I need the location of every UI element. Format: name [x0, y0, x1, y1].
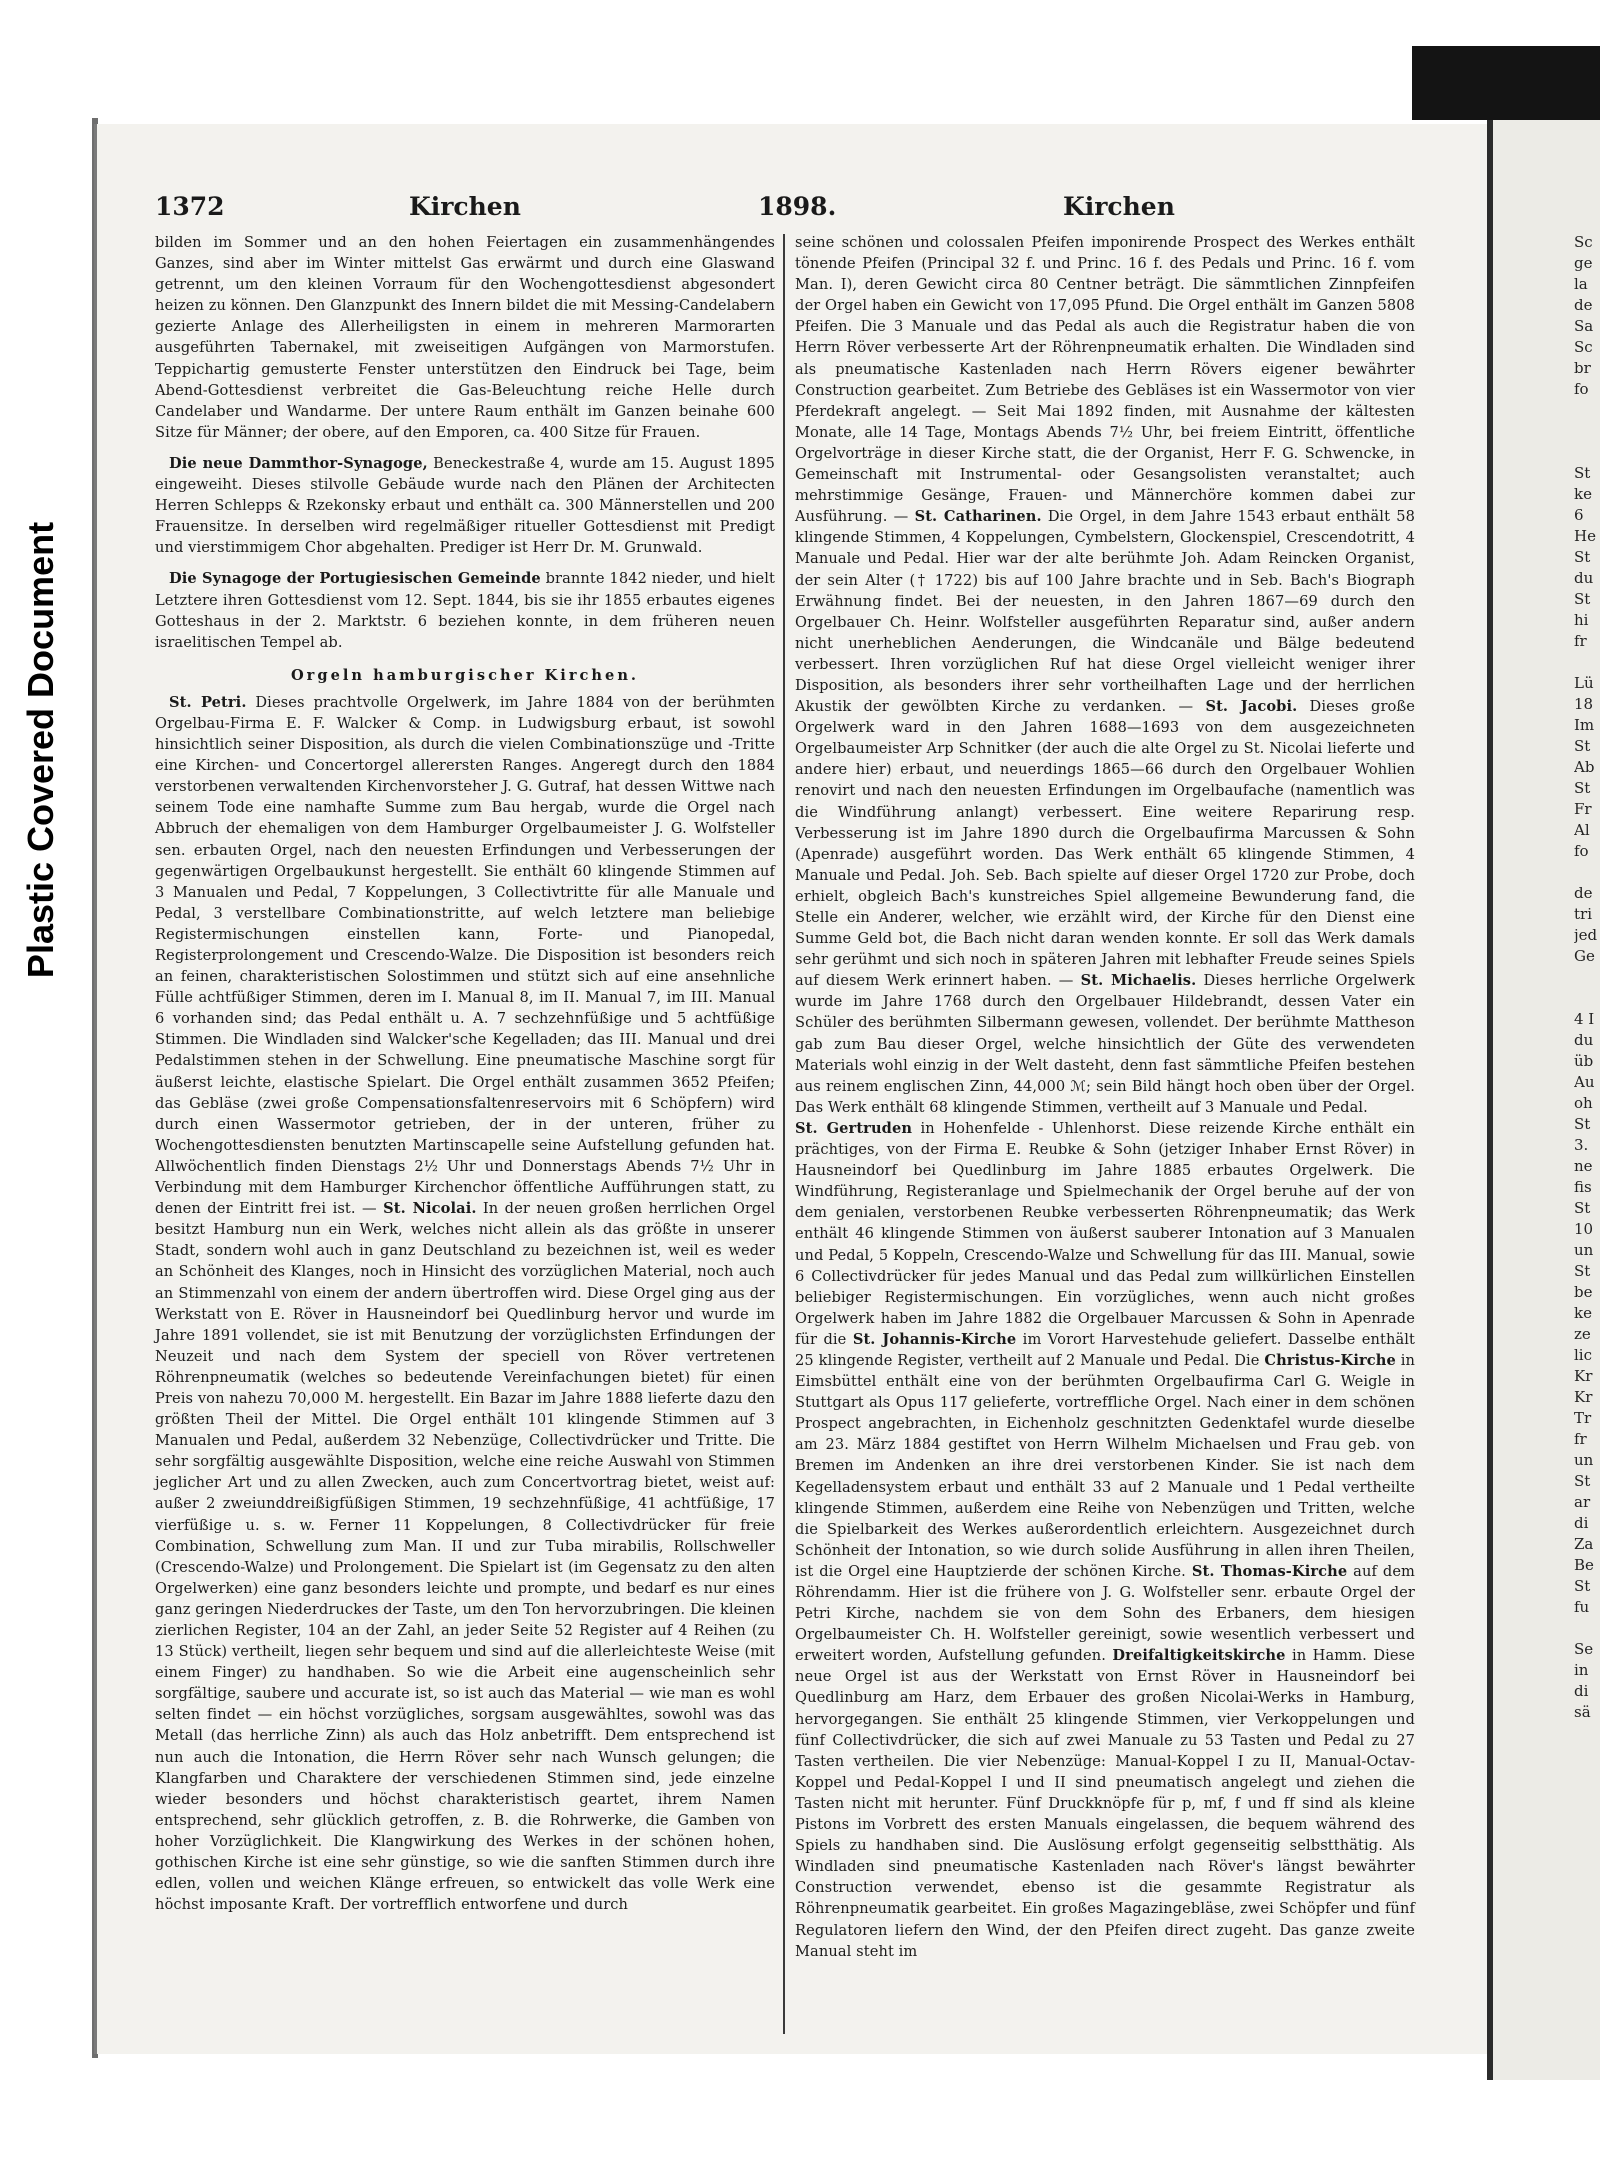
margin-fragment: br [1574, 359, 1591, 377]
margin-fragment: fo [1574, 380, 1589, 398]
entry-text: Die Orgel, in dem Jahre 1543 erbaut enthält 58 klingende Stimmen, 4 Koppelungen, Cymbelstern, Glockenspiel, Crescendotritt, 4 Manuale und Pedal. Hier war der alte berühmte Joh. Adam Reincken Organist, der sein Alter († 1722) bis auf 100 Jahre brachte und in Seb. Bach's Biograph Erwähnung findet. Bei der neuesten, in den Jahren 1867—69 durch den Orgelbauer Ch. Heinr. Wolfsteller ausgeführten Reparatur sind, außer andern nicht unerheblichen Aenderungen, die Windcanäle und Bälge bedeutend verbessert. Ihren vorzüglichen Ruf hat diese Orgel vielleicht weniger ihrer Disposition, als besonders ihrer sehr vortheilhaften Lage und der herrlichen Akustik der gewölbten Kirche zu verdanken. — [795, 508, 1416, 716]
column-divider [783, 234, 785, 2034]
entry-text: Dieses prachtvolle Orgelwerk, im Jahre 1884 von der berühmten Orgelbau-Firma E. F. Walcker & Comp. in Ludwigsburg erbaut, ist sowohl hinsichtlich seiner Disposition, als durch die vielen Combinationszüge und -Tritte eine Kirchen- und Concertorgel allerersten Ranges. Angeregt durch den 1884 verstorbenen verwaltenden Kirchenvorsteher J. G. Gutraf, hat dessen Wittwe nach seinem Tode eine namhafte Summe zum Bau hergab, wurde die Orgel nach Abbruch der ehemaligen von dem Hamburger Orgelbaumeister J. G. Wolfsteller sen. erbauten Orgel, nach den neuesten Erfindungen und Verbesserungen der gegenwärtigen Orgelbaukunst hergestellt. Sie enthält 60 klingende Stimmen auf 3 Manualen und Pedal, 7 Koppelungen, 3 Collectivtritte für alle Manuale und Pedal, 3 verstellbare Combinationstritte, auf welch letztere man beliebige Registermischungen einstellen kann, Forte- und Pianopedal, Registerprolongement und Crescendo-Walze. Die Disposition ist besonders reich an feinen, charakteristischen Solostimmen und stützt sich auf eine ansehnliche Fülle achtfüßiger Stimmen, deren im I. Manual 8, im II. Manual 7, im III. Manual 6 vorhanden sind; das Pedal enthält u. A. 7 sechzehnfüßige und 5 achtfüßige Stimmen. Die Windladen sind Walcker'sche Kegelladen; das III. Manual und drei Pedalstimmen stehen in der Schwellung. Eine pneumatische Maschine sorgt für äußerst leichte, elastische Spielart. Die Orgel enthält zusammen 3652 Pfeifen; das Gebläse (zwei große Compensationsfaltenreservoirs mit 6 Schöpfern) wird durch einen Wassermotor getrieben, der in der unteren, früher zu Wochengottesdiensten benutzten Martinscapelle seine Aufstellung gefunden hat. Allwöchentlich finden Dienstags 2½ Uhr und Donnerstags Abends 7½ Uhr in Verbindung mit dem Hamburger Kirchenchor öffentliche Aufführungen statt, zu denen der Eintritt frei ist. — [155, 693, 775, 1218]
margin-fragment: ge [1574, 254, 1593, 272]
entry-heading: St. Jacobi. [1205, 698, 1298, 716]
margin-fragment: Al [1574, 821, 1590, 839]
margin-fragment: di [1574, 1682, 1589, 1700]
header-right-title: Kirchen [1063, 192, 1175, 221]
entry-text: seine schönen und colossalen Pfeifen imponirende Prospect des Werkes enthält tönende Pfeifen (Principal 32 f. und Princ. 16 f. des Pedals und Princ. 16 f. vom Man. I), deren Gewicht circa 80 Centner beträgt. Die sämmtlichen Zinnpfeifen der Orgel haben ein Gewicht von 17,095 Pfund. Die Orgel enthält im Ganzen 5808 Pfeifen. Die 3 Manuale und das Pedal als auch die Registratur haben die von Herrn Röver verbesserte Art der Röhrenpneumatik erhalten. Die Windladen sind als pneumatische Kastenladen nach Herrn Rövers eigener bewährter Construction gearbeitet. Zum Betriebe des Gebläses ist ein Wassermotor von vier Pferdekraft angelegt. — Seit Mai 1892 finden, mit Ausnahme der kältesten Monate, alle 14 Tage, Montags Abends 7½ Uhr, bei freiem Eintritt, öffentliche Orgelvorträge in dieser Kirche statt, die der Organist, Herr F. G. Schwencke, in Gemeinschaft mit Instrumental- oder Gesangsolisten veranstaltet; auch mehrstimmige Gesänge, Frauen- und Männerchöre kommen dabei zur Ausführung. — [795, 234, 1415, 526]
entry-heading: Dreifaltigkeitskirche [1112, 1647, 1286, 1665]
section-heading: Orgeln hamburgischer Kirchen. [290, 666, 640, 684]
margin-fragment: du [1574, 1031, 1594, 1049]
running-header [155, 192, 1415, 232]
margin-fragment [1574, 652, 1600, 673]
margin-fragment: sä [1574, 1703, 1591, 1721]
margin-fragment: Be [1574, 1556, 1594, 1574]
entry-heading: St. Catharinen. [914, 508, 1042, 526]
entry-text: In der neuen großen herrlichen Orgel besitzt Hamburg nun ein Werk, welches nicht allein als das größte in unserer Stadt, sondern wohl auch in ganz Deutschland zu bezeichnen ist, weil es weder an Schönheit des Klanges, noch in Hinsicht des vorzüglichen Material, noch auch an Stimmenzahl von einem der andern übertroffen wird. Diese Orgel ging aus der Werkstatt von E. Röver in Hausneindorf bei Quedlinburg hervor und wurde im Jahre 1891 vollendet, sie ist mit Benutzung der vorzüglichsten Erfindungen der Neuzeit und nach dem System der speciell von Röver vertretenen Röhrenpneumatik (welches so bedeutende Vereinfachungen bietet) für einen Preis von nahezu 70,000 M. hergestellt. Ein Bazar im Jahre 1888 lieferte dazu den größten Theil der Mittel. Die Orgel enthält 101 klingende Stimmen auf 3 Manualen und Pedal, außerdem 32 Nebenzüge, Collectivdrücker und Tritte. Die sehr sorgfältig ausgewählte Disposition, welche eine reiche Auswahl von Stimmen jeglicher Art und zu allen Zwecken, auch zum Concertvortrag bietet, weist auf: außer 2 zweiunddreißigfüßigen Stimmen, 19 sechzehnfüßige, 41 achtfüßige, 17 vierfüßige u. s. w. Ferner 11 Koppelungen, 8 Collectivdrücker für freie Combination, Schwellung zum Man. II und zur Tuba mirabilis, Rollschweller (Crescendo-Walze) und Prolongement. Die Spielart ist (im Gegensatz zu den alten Orgelwerken) eine ganz besonders leichte und prompte, und bedarf es nur eines ganz geringen Niederdruckes der Taste, um den Ton hervorzubringen. Die kleinen zierlichen Register, 104 an der Zahl, an jeder Seite 52 Register auf 4 Reihen (zu 13 Stück) vertheilt, liegen sehr bequem und sind auf die allerleichteste Weise (mit einem Finger) zu handhaben. So wie die Arbeit eine augenscheinlich sehr sorgfältige, saubere und accurate ist, so ist auch das Material — wie man es wohl selten findet — ein höchst vorzügliches, sorgsam ausgewähltes, sowohl was das Metall (das herrliche Zinn) als auch das Holz anbetrifft. Dem entsprechend ist nun auch die Intonation, die Herrn Röver sehr nach Wunsch gelungen; die Klangfarben und Charaktere der verschiedenen Stimmen sind, jede einzelne wieder besonders und höchst charakteristisch geartet, ihrem Namen entsprechend, sehr glücklich getroffen, z. B. die Rohrwerke, die Gamben von hoher Vorzüglichkeit. Die Klangwirkung des Werkes in der schönen hohen, gothischen Kirche ist eine sehr günstige, so wie die sanften Stimmen durch ihre edlen, vollen und weichen Klänge erfreuen, so entwickelt das volle Werk eine höchst imposante Kraft. Der vortrefflich entworfene und durch [155, 1200, 775, 1914]
margin-fragment: Kr [1574, 1388, 1593, 1406]
paragraph: bilden im Sommer und an den hohen Feiertagen ein zusammenhängendes Ganzes, sind aber im Winter mittelst Gas erwärmt und durch eine Glaswand getrennt, um den kleinen Vorraum für den Wochengottesdienst abgesondert heizen zu können. Den Glanzpunkt des Innern bildet die mit Messing-Candelabern gezierte Anlage des Allerheiligsten in einem in mehreren Marmorarten ausgeführten Tabernakel, mit zweiseitigen Aufgängen von Marmorstufen. Teppichartig gemusterte Fenster unterstützen den Eindruck bei Tage, beim Abend-Gottesdienst verbreitet die Gas-Beleuchtung reiche Helle durch Candelaber und Wandarme. Der untere Raum enthält im Ganzen beinahe 600 Sitze für Männer; der obere, auf den Emporen, ca. 400 Sitze für Frauen. [155, 234, 775, 441]
scan-border-dark [1412, 46, 1600, 120]
entry-text: in Eimsbüttel enthält eine von der berühmten Orgelbaufirma Carl G. Weigle in Stuttgart als Opus 117 gelieferte, vortreffliche Orgel. Nach einer in dem schönen Prospect angebrachten, in Eichenholz geschnitzten Gedenktafel wurde dieselbe am 23. März 1884 gestiftet von Herrn Wilhelm Michaelsen und Frau geb. von Bremen im Andenken an ihre drei verstorbenen Kinder. Sie ist nach dem Kegelladensystem erbaut und enthält 33 auf 2 Manuale und 1 Pedal vertheilte klingende Stimmen, außerdem eine Reihe von Nebenzügen und Tritten, welche die Spielbarkeit des Werkes außerordentlich erleichtern. Ausgezeichnet durch Schönheit der Intonation, so wie durch solide Ausführung in allen ihren Theilen, ist die Orgel eine Hauptzierde der schönen Kirche. [795, 1351, 1415, 1580]
margin-fragment: Fr [1574, 800, 1592, 818]
margin-fragment: lic [1574, 1346, 1592, 1364]
header-year: 1898. [758, 192, 837, 221]
margin-fragment [1574, 862, 1600, 883]
margin-fragment: Za [1574, 1535, 1594, 1553]
entry-heading: Die Synagoge der Portugiesischen Gemeinde [169, 570, 541, 588]
margin-fragment: 18 [1574, 695, 1594, 713]
entry-heading: St. Johannis-Kirche [852, 1330, 1017, 1348]
margin-fragment: ze [1574, 1325, 1591, 1343]
margin-fragment: 3. [1574, 1136, 1589, 1154]
margin-fragment: St [1574, 1115, 1591, 1133]
margin-fragment: Ge [1574, 947, 1595, 965]
margin-fragment: üb [1574, 1052, 1594, 1070]
margin-fragment: Im [1574, 716, 1595, 734]
right-column [795, 232, 1415, 1962]
margin-fragment: be [1574, 1283, 1593, 1301]
margin-fragment: oh [1574, 1094, 1593, 1112]
plastic-covered-stamp [6, 470, 76, 1030]
margin-fragment: Ab [1574, 758, 1595, 776]
margin-fragment: de [1574, 884, 1593, 902]
margin-fragment: hi [1574, 611, 1589, 629]
margin-fragment: fr [1574, 632, 1587, 650]
margin-fragment: Tr [1574, 1409, 1592, 1427]
margin-fragment: Se [1574, 1640, 1594, 1658]
margin-fragment: tri [1574, 905, 1592, 923]
margin-fragment: St [1574, 1577, 1591, 1595]
entry-heading: Die neue Dammthor-Synagoge, [169, 454, 428, 472]
margin-fragment: Sc [1574, 338, 1593, 356]
margin-fragment [1574, 988, 1600, 1009]
entry-text: brannte 1842 nieder, und hielt Letztere ihren Gottesdienst vom 12. Sept. 1844, bis sie ihr 1855 erbautes eigenes Gotteshaus in der 2. Marktstr. 6 beziehen konnte, in dem früheren neuen israelitischen Tempel ab. [155, 570, 775, 651]
margin-fragment: jed [1574, 926, 1598, 944]
margin-fragment: la [1574, 275, 1588, 293]
entry-heading: St. Nicolai. [383, 1200, 477, 1218]
margin-fragment: un [1574, 1451, 1594, 1469]
margin-fragment: Sc [1574, 233, 1593, 251]
margin-fragment: du [1574, 569, 1594, 587]
margin-fragment: St [1574, 464, 1591, 482]
entry-heading: St. Petri. [169, 693, 247, 711]
entry-text: in Hohenfelde - Uhlenhorst. Diese reizende Kirche enthält ein prächtiges, von der Firma E. Reubke & Sohn (jetziger Inhaber Ernst Röver) in Hausneindorf bei Quedlinburg im Jahre 1885 erbautes Orgelwerk. Die Windführung, Registeranlage und Spielmechanik der Orgel beruhe auf der von dem genialen, verstorbenen Reubke verbesserten Röhrenpneumatik; das Werk enthält 46 klingende Stimmen von äußerst sauberer Intonation auf 3 Manualen und Pedal, 5 Koppeln, Crescendo-Walze und Schwellung für das III. Manual, sowie 6 Collectivdrücker für jedes Manual und das Pedal zum willkürlichen Einstellen beliebiger Registermischungen. Ein vorzügliches, wenn auch nicht großes Orgelwerk haben im Jahre 1882 die Orgelbauer Marcussen & Sohn in Apenrade für die [795, 1119, 1415, 1348]
margin-fragment: ar [1574, 1493, 1591, 1511]
margin-fragment: St [1574, 1199, 1591, 1217]
margin-fragment [1574, 967, 1600, 988]
paragraph [795, 232, 1415, 1118]
margin-fragment: ke [1574, 485, 1592, 503]
margin-fragment: St [1574, 548, 1591, 566]
margin-fragment [1574, 442, 1600, 463]
margin-fragment: in [1574, 1661, 1589, 1679]
margin-fragment: un [1574, 1241, 1594, 1259]
left-column [155, 232, 775, 1915]
margin-fragment: 10 [1574, 1220, 1594, 1238]
margin-fragment: 4 I [1574, 1010, 1595, 1028]
entry-text: Dieses herrliche Orgelwerk wurde im Jahre 1768 durch den Orgelbauer Hildebrandt, dessen Vater ein Schüler des berühmten Silbermann gewesen, vollendet. Der berühmte Mattheson gab zum Bau dieser Orgel, welche hinsichtlich der Güte des verwendeten Materials wohl einzig in der Welt dasteht, denn fast sämmtliche Pfeifen bestehen aus reinem englischen Zinn, 44,000 ℳ; sein Bild hängt hoch oben über der Orgel. Das Werk enthält 68 klingende Stimmen, vertheilt auf 3 Manuale und Pedal. [795, 972, 1415, 1116]
margin-fragment: ke [1574, 1304, 1592, 1322]
margin-fragment: fu [1574, 1598, 1590, 1616]
entry-heading: St. Thomas-Kirche [1191, 1562, 1348, 1580]
margin-fragment [1574, 400, 1600, 421]
header-left-title: Kirchen [409, 192, 521, 221]
margin-fragment: fo [1574, 842, 1589, 860]
paragraph [155, 568, 775, 652]
paragraph [795, 1118, 1415, 1962]
margin-fragment [1574, 421, 1600, 442]
entry-text: auf dem Röhrendamm. Hier ist die frühere von J. G. Wolfsteller senr. erbaute Orgel der Petri Kirche, nachdem sie von dem Sohn des Erbaners, dem hiesigen Orgelbaumeister Ch. H. Wolfsteller gereinigt, sowie wesentlich verbessert und erweitert worden, Aufstellung gefunden. [795, 1562, 1415, 1665]
stamp-label: Plastic Covered Document [20, 521, 62, 979]
entry-text: im Vorort Harvestehude geliefert. Dasselbe enthält 25 klingende Register, vertheilt auf 2 Manuale und Pedal. Die [795, 1330, 1415, 1369]
paragraph [155, 453, 775, 558]
margin-fragment: He [1574, 527, 1596, 545]
entry-text: Beneckestraße 4, wurde am 15. August 1895 eingeweiht. Dieses stilvolle Gebäude wurde nach den Plänen der Architecten Herren Schlepps & Rzekonsky erbaut und enthält ca. 300 Männerstellen und 200 Frauensitze. In derselben wird regelmäßiger ritueller Gottesdienst mit Predigt und vierstimmigem Chor abgehalten. Prediger ist Herr Dr. M. Grunwald. [155, 454, 776, 557]
margin-fragment: 6 [1574, 506, 1584, 524]
margin-fragment: St [1574, 1262, 1591, 1280]
entry-heading: St. Michaelis. [1080, 972, 1197, 990]
margin-fragment: de [1574, 296, 1593, 314]
page-number: 1372 [155, 192, 225, 221]
margin-fragment: ne [1574, 1157, 1593, 1175]
facing-page-fragments [1574, 232, 1600, 1723]
margin-fragment: di [1574, 1514, 1589, 1532]
margin-fragment: Lü [1574, 674, 1594, 692]
entry-heading: St. Gertruden [795, 1119, 913, 1137]
margin-fragment [1574, 1618, 1600, 1639]
margin-fragment: fis [1574, 1178, 1592, 1196]
margin-fragment: St [1574, 779, 1591, 797]
entry-heading: Christus-Kirche [1264, 1351, 1396, 1369]
margin-fragment: Au [1574, 1073, 1595, 1091]
margin-fragment: fr [1574, 1430, 1587, 1448]
entry-text: Dieses große Orgelwerk ward in den Jahren 1688—1693 von dem ausgezeichneten Orgelbaumeister Arp Schnitker (der auch die alte Orgel zu St. Nicolai lieferte und andere hier) erbaut, und neuerdings 1865—66 durch den Orgelbauer Wohlien renovirt und nach den neuesten Erfindungen im Orgelbaufache (namentlich was die Windführung anlangt) verbessert. Eine weitere Reparirung resp. Verbesserung ist im Jahre 1890 durch die Orgelbaufirma Marcussen & Sohn (Apenrade) ausgeführt worden. Das Werk enthält 65 klingende Stimmen, 4 Manuale und Pedal. Joh. Seb. Bach spielte auf dieser Orgel 1720 zur Probe, doch erhielt, obgleich Bach's kunstreiches Spiel allgemeine Bewunderung fand, die Stelle ein Anderer, welcher, wie erzählt wird, der Kirche für den Dienst eine Summe Geld bot, die Bach nicht daran wenden konnte. Er soll das Werk damals sehr gerühmt und sich noch in späteren Jahren mit lebhafter Freude seines Spiels auf diesem Werk erinnert haben. — [795, 698, 1415, 990]
margin-fragment: Kr [1574, 1367, 1593, 1385]
paragraph [155, 692, 775, 1915]
margin-fragment: Sa [1574, 317, 1594, 335]
margin-fragment: St [1574, 590, 1591, 608]
entry-text: in Hamm. Diese neue Orgel ist aus der Werkstatt von Ernst Röver in Hausneindorf bei Quedlinburg am Harz, dem Erbauer des großen Nicolai-Werks in Hamburg, hervorgegangen. Sie enthält 25 klingende Stimmen, vier Verkoppelungen und fünf Collectivdrücker, die sich auf zwei Manuale zu 53 Tasten und Pedal zu 27 Tasten vertheilen. Die vier Nebenzüge: Manual-Koppel I zu II, Manual-Octav-Koppel und Pedal-Koppel I und II sind pneumatisch angelegt und ziehen die Tasten nicht mit herunter. Fünf Druckknöpfe für p, mf, f und ff sind als kleine Pistons im Vorbrett des ersten Manuals eingelassen, die bequem während des Spiels zu handhaben sind. Die Auslösung erfolgt gegenseitig selbstthätig. Als Windladen sind pneumatische Kastenladen nach Röver's längst bewährter Construction verwendet, ebenso ist die gesammte Registratur als Röhrenpneumatik gearbeitet. Ein großes Magazingebläse, zwei Schöpfer und fünf Regulatoren liefern den Wind, der den Pfeifen direct zugeht. Das ganze zweite Manual steht im [795, 1647, 1415, 1960]
margin-fragment: St [1574, 737, 1591, 755]
margin-fragment: St [1574, 1472, 1591, 1490]
